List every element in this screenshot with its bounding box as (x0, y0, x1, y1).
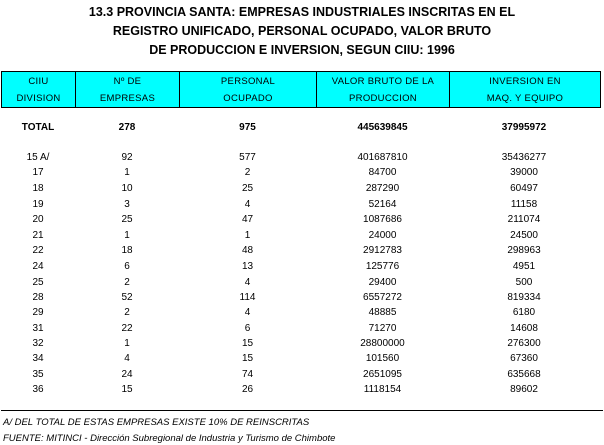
total-valor: 445639845 (357, 122, 408, 133)
table-row (1, 306, 601, 320)
table-row (1, 322, 601, 336)
cell-personal: 4 (244, 307, 251, 318)
cell-personal: 47 (241, 214, 254, 225)
table-row (1, 291, 601, 305)
total-personal: 975 (239, 122, 256, 133)
table-row (1, 276, 601, 290)
total-empresas: 278 (118, 122, 136, 133)
header-personal-line-1: PERSONAL (220, 76, 276, 87)
cell-ciiu: 34 (32, 353, 44, 364)
table-row (1, 182, 601, 196)
cell-ciiu: 29 (32, 307, 44, 318)
table-row (1, 151, 601, 165)
cell-valor: 24000 (368, 230, 397, 241)
header-empresas-line-1: Nº DE (113, 76, 142, 87)
cell-empresas: 18 (121, 245, 133, 256)
cell-personal: 15 (241, 338, 254, 349)
cell-empresas: 25 (121, 214, 133, 225)
table-row (1, 198, 601, 212)
table-row (1, 213, 601, 227)
cell-ciiu: 22 (32, 245, 44, 256)
cell-empresas: 3 (124, 199, 130, 210)
total-inversion: 37995972 (501, 122, 547, 133)
source-note: FUENTE: MITINCI - Dirección Subregional de Industria y Turismo de Chimbote (3, 433, 336, 444)
cell-empresas: 22 (121, 323, 133, 334)
cell-valor: 29400 (368, 277, 397, 288)
cell-empresas: 15 (121, 384, 133, 395)
cell-inversion: 6180 (512, 307, 536, 318)
cell-empresas: 6 (124, 261, 130, 272)
cell-inversion: 211074 (507, 214, 541, 225)
cell-empresas: 10 (121, 183, 133, 194)
title-line-2: REGISTRO UNIFICADO, PERSONAL OCUPADO, VALOR BRUTO (112, 24, 492, 38)
cell-inversion: 635668 (507, 369, 541, 380)
cell-personal: 26 (241, 384, 254, 395)
cell-personal: 1 (244, 230, 251, 241)
cell-valor: 401687810 (357, 152, 408, 163)
cell-empresas: 92 (121, 152, 133, 163)
cell-empresas: 1 (124, 167, 130, 178)
cell-empresas: 4 (124, 353, 130, 364)
cell-personal: 2 (244, 167, 251, 178)
footer-divider (1, 410, 603, 411)
header-empresas (76, 72, 180, 107)
cell-valor: 2651095 (363, 369, 402, 380)
table-row (1, 337, 601, 351)
header-inversion-line-1: INVERSION EN (489, 76, 561, 87)
total-row (1, 121, 601, 135)
cell-ciiu: 15 A/ (26, 152, 50, 163)
table-row (1, 383, 601, 397)
cell-valor: 71270 (368, 323, 397, 334)
header-inversion-line-2: MAQ. Y EQUIPO (486, 93, 564, 104)
cell-ciiu: 19 (32, 199, 44, 210)
cell-inversion: 89602 (510, 384, 538, 395)
cell-valor: 287290 (365, 183, 400, 194)
cell-inversion: 67360 (510, 353, 538, 364)
cell-inversion: 500 (515, 277, 533, 288)
cell-personal: 114 (239, 292, 256, 303)
cell-valor: 1087686 (363, 214, 402, 225)
cell-inversion: 24500 (510, 230, 538, 241)
cell-empresas: 2 (124, 277, 130, 288)
header-ciiu (2, 72, 76, 107)
cell-empresas: 2 (124, 307, 130, 318)
table-header (1, 71, 601, 108)
header-ciiu-line-2: DIVISION (16, 93, 61, 104)
cell-empresas: 52 (121, 292, 133, 303)
footnote: A/ DEL TOTAL DE ESTAS EMPRESAS EXISTE 10% DE REINSCRITAS (3, 417, 310, 428)
total-label: TOTAL (21, 122, 55, 133)
title-line-1: 13.3 PROVINCIA SANTA: EMPRESAS INDUSTRIALES INSCRITAS EN EL (88, 5, 516, 19)
header-empresas-line-2: EMPRESAS (99, 93, 156, 104)
cell-ciiu: 35 (32, 369, 44, 380)
header-personal-line-2: OCUPADO (223, 93, 273, 104)
cell-personal: 48 (241, 245, 254, 256)
cell-personal: 6 (244, 323, 251, 334)
cell-personal: 15 (241, 353, 254, 364)
cell-valor: 48885 (368, 307, 397, 318)
header-valor-line-2: PRODUCCION (349, 93, 417, 104)
title-line-3: DE PRODUCCION E INVERSION, SEGUN CIIU: 1996 (149, 43, 455, 57)
cell-inversion: 4951 (512, 261, 536, 272)
cell-personal: 577 (239, 152, 256, 163)
cell-empresas: 1 (124, 230, 130, 241)
table-row (1, 260, 601, 274)
cell-inversion: 11158 (510, 199, 538, 210)
cell-empresas: 24 (121, 369, 133, 380)
cell-ciiu: 21 (32, 230, 44, 241)
table-row (1, 368, 601, 382)
header-inversion (450, 72, 600, 107)
cell-ciiu: 36 (32, 384, 44, 395)
cell-valor: 101560 (365, 353, 400, 364)
header-valor-line-1: VALOR BRUTO DE LA (331, 76, 435, 87)
cell-personal: 25 (241, 183, 254, 194)
table-row (1, 166, 601, 180)
cell-inversion: 298963 (507, 245, 541, 256)
cell-ciiu: 20 (32, 214, 44, 225)
table-row (1, 229, 601, 243)
cell-valor: 84700 (368, 167, 397, 178)
cell-valor: 2912783 (363, 245, 402, 256)
cell-ciiu: 31 (32, 323, 44, 334)
cell-valor: 52164 (368, 199, 397, 210)
cell-valor: 6557272 (363, 292, 402, 303)
cell-personal: 4 (244, 199, 251, 210)
cell-valor: 1118154 (363, 384, 402, 395)
cell-inversion: 35436277 (501, 152, 547, 163)
cell-personal: 74 (241, 369, 254, 380)
cell-valor: 125776 (365, 261, 400, 272)
cell-ciiu: 32 (32, 338, 44, 349)
cell-inversion: 276300 (507, 338, 541, 349)
cell-inversion: 60497 (510, 183, 538, 194)
cell-ciiu: 25 (32, 277, 44, 288)
cell-ciiu: 24 (32, 261, 44, 272)
cell-ciiu: 28 (32, 292, 44, 303)
cell-ciiu: 17 (32, 167, 44, 178)
cell-personal: 13 (241, 261, 254, 272)
cell-personal: 4 (244, 277, 251, 288)
cell-inversion: 39000 (510, 167, 538, 178)
cell-empresas: 1 (124, 338, 130, 349)
cell-ciiu: 18 (32, 183, 44, 194)
cell-valor: 28800000 (360, 338, 405, 349)
header-ciiu-line-1: CIIU (28, 76, 49, 87)
table-row (1, 244, 601, 258)
cell-inversion: 14608 (510, 323, 538, 334)
header-personal (180, 72, 317, 107)
table-row (1, 352, 601, 366)
cell-inversion: 819334 (507, 292, 541, 303)
header-valor (317, 72, 450, 107)
